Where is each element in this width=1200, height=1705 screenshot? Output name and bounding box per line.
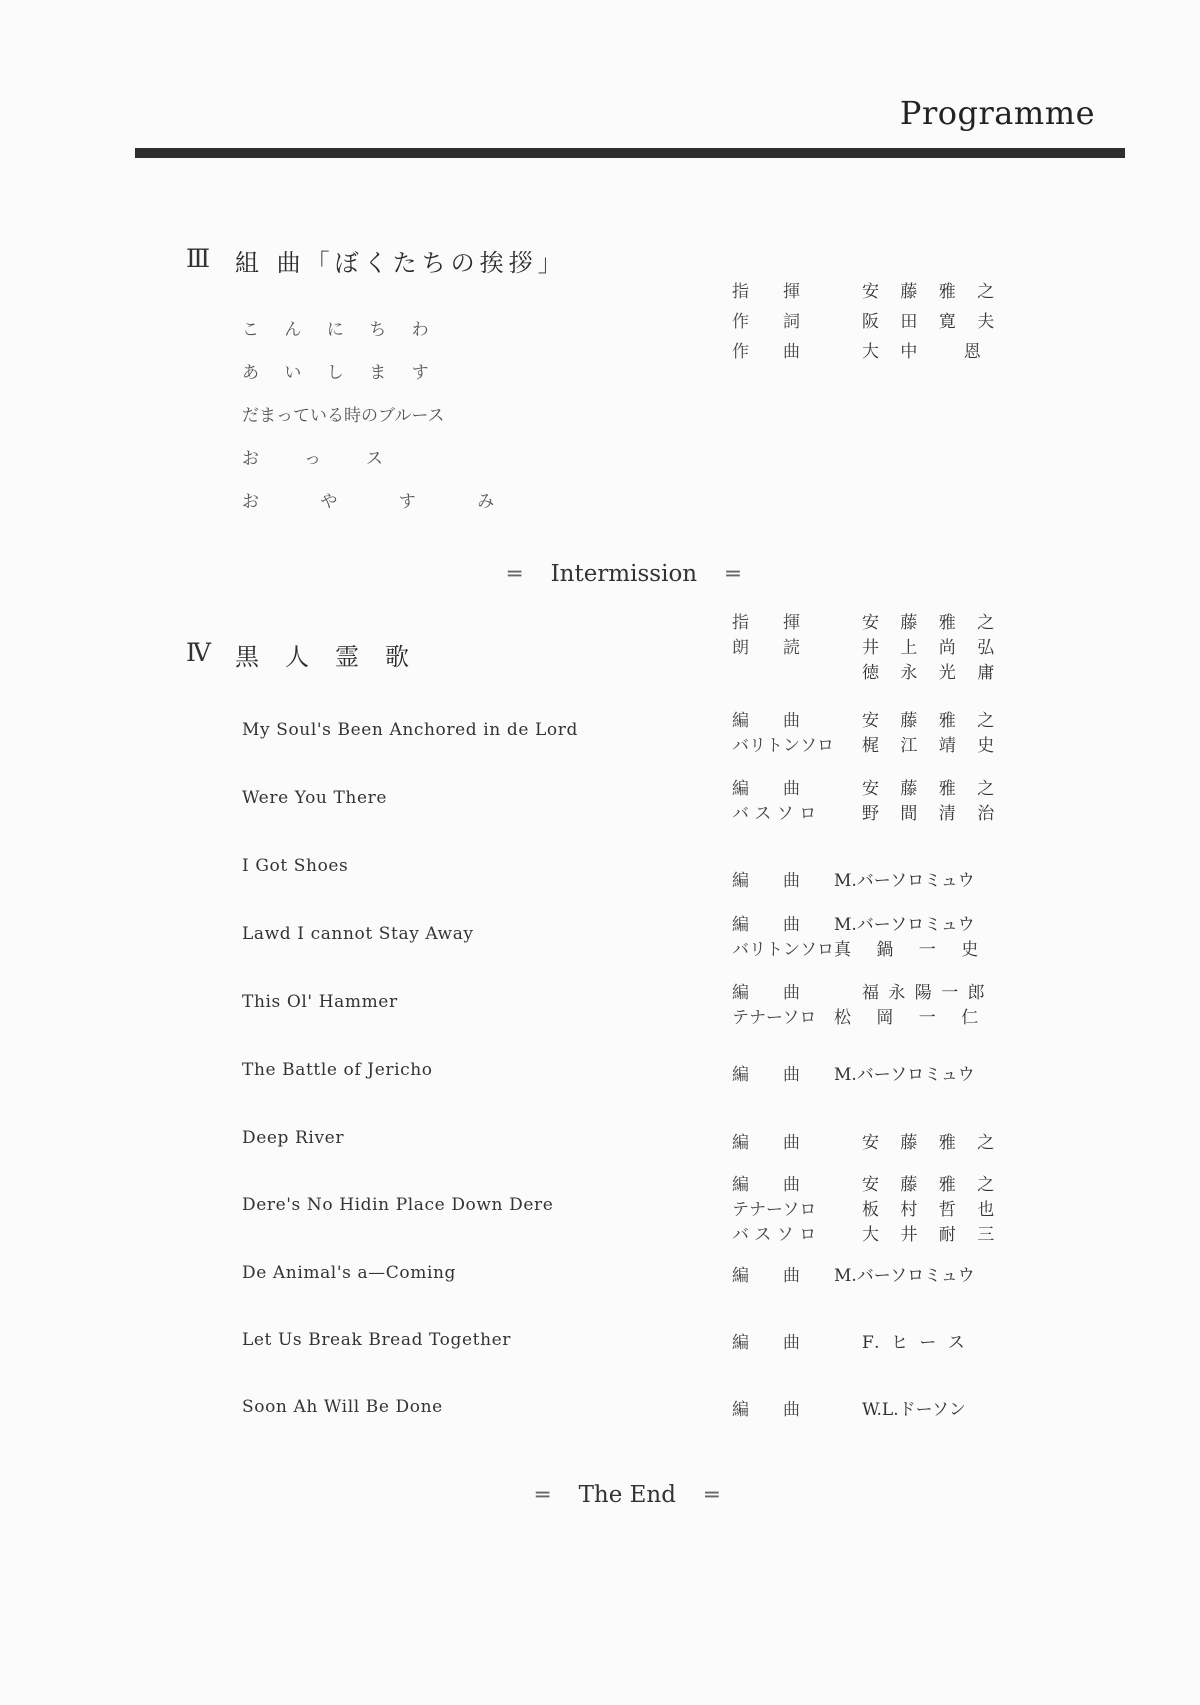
credit-person: 大 井 耐 三 [862,1225,1003,1245]
credit-person: 安 藤 雅 之 [862,1133,1003,1153]
spiritual-title: Lawd I cannot Stay Away [242,924,474,944]
credit-person: M.バーソロミュウ [834,871,975,891]
credit-person: F. ヒ ー ス [862,1333,968,1353]
credit-person: M.バーソロミュウ [834,915,975,935]
credit-person: 安 藤 雅 之 [862,613,1003,633]
credit-person: 松 岡 一 仁 [834,1008,989,1028]
divider-mark: ═ [705,1483,719,1508]
spiritual-title: My Soul's Been Anchored in de Lord [242,720,578,740]
spiritual-title: The Battle of Jericho [242,1060,433,1080]
credit-person: 大 中 恩 [862,342,989,362]
spiritual-title: Dere's No Hidin Place Down Dere [242,1195,554,1215]
suite-song: こ ん に ち わ [242,320,439,340]
credit-person: 井 上 尚 弘 [862,638,1003,658]
credit-person: 阪 田 寛 夫 [862,312,1003,332]
credit-role: 編 曲 [732,711,800,731]
credit-role: テナーソロ [732,1008,817,1028]
credit-role: テナーソロ [732,1200,817,1220]
end-divider [536,1482,719,1508]
credit-role: 編 曲 [732,1065,800,1085]
credit-role: 編 曲 [732,1175,800,1195]
section-3-title: 組 曲「ぼくたちの挨拶」 [235,249,567,277]
divider-mark: ═ [508,562,522,587]
divider-mark: ═ [726,562,740,587]
credit-role: 編 曲 [732,1400,800,1420]
credit-role: 編 曲 [732,1266,800,1286]
credit-role: 編 曲 [732,779,800,799]
credit-role: 編 曲 [732,983,800,1003]
spiritual-title: De Animal's a—Coming [242,1263,457,1283]
intermission-divider [508,561,740,587]
spiritual-title: I Got Shoes [242,856,349,876]
section-3-number: Ⅲ [186,244,211,273]
divider-mark: ═ [536,1483,550,1508]
credit-role: 朗 読 [732,638,800,658]
credit-person: 福 永 陽 一 郎 [862,983,987,1003]
credit-role: バ ス ソ ロ [732,1225,817,1245]
section-4-title: 黒人霊歌 [235,643,435,671]
credit-person: M.バーソロミュウ [834,1266,975,1286]
credit-person: M.バーソロミュウ [834,1065,975,1085]
credit-person: 徳 永 光 庸 [862,663,1003,683]
credit-role: バ ス ソ ロ [732,804,817,824]
spiritual-title: Soon Ah Will Be Done [242,1397,443,1417]
credit-role: 作 曲 [732,342,800,362]
credit-person: 安 藤 雅 之 [862,282,1003,302]
credit-role: 作 詞 [732,312,800,332]
credit-role: 編 曲 [732,915,800,935]
page-title: Programme [899,94,1095,132]
credit-role: 指 揮 [732,613,800,633]
credit-role: 編 曲 [732,1333,800,1353]
credit-person: 安 藤 雅 之 [862,711,1003,731]
suite-song: あ い し ま す [242,363,439,383]
credit-role: バリトンソロ [732,940,834,960]
suite-song: お っ ス [242,449,397,469]
credit-person: W.L.ドーソン [862,1400,966,1420]
credit-person: 野 間 清 治 [862,804,1003,824]
title-rule [135,148,1125,158]
spiritual-title: This Ol' Hammer [242,992,398,1012]
credit-role: 編 曲 [732,871,800,891]
credit-person: 安 藤 雅 之 [862,779,1003,799]
credit-person: 梶 江 靖 史 [862,736,1003,756]
intermission-label: Intermission [550,561,698,587]
spiritual-title: Deep River [242,1128,345,1148]
credit-person: 真 鍋 一 史 [834,940,989,960]
spiritual-title: Let Us Break Bread Together [242,1330,512,1350]
credit-person: 板 村 哲 也 [862,1200,1003,1220]
section-4-number: Ⅳ [186,638,211,667]
end-label: The End [578,1482,676,1508]
credit-person: 安 藤 雅 之 [862,1175,1003,1195]
credit-role: 指 揮 [732,282,800,302]
credit-role: 編 曲 [732,1133,800,1153]
suite-song: だまっている時のブルース [242,406,445,426]
suite-song: お や す み [242,492,523,512]
credit-role: バリトンソロ [732,736,834,756]
spiritual-title: Were You There [242,788,388,808]
